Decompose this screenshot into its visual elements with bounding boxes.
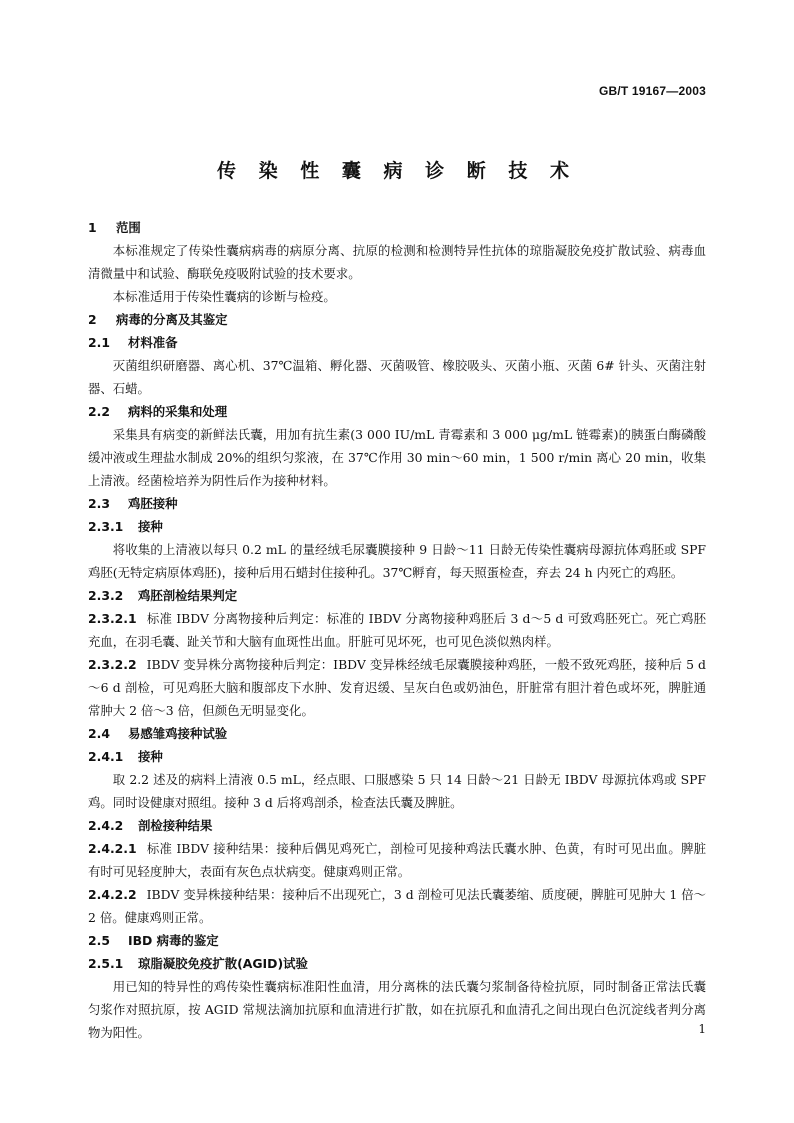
subsection-heading bbox=[88, 331, 706, 354]
numbered-paragraph bbox=[88, 883, 706, 929]
section-title: 病毒的分离及其鉴定 bbox=[116, 312, 228, 327]
subsection-title: 病料的采集和处理 bbox=[128, 404, 228, 419]
clause-number: 2.3.2.2 bbox=[88, 657, 137, 672]
subsection-number: 2.3.1 bbox=[88, 519, 124, 534]
subsection-heading bbox=[88, 952, 706, 975]
document-title: 传 染 性 囊 病 诊 断 技 术 bbox=[217, 160, 577, 182]
subsection-heading bbox=[88, 814, 706, 837]
subsection-number: 2.5.1 bbox=[88, 956, 124, 971]
subsection-heading bbox=[88, 929, 706, 952]
subsection-heading bbox=[88, 722, 706, 745]
subsection-number: 2.4.1 bbox=[88, 749, 124, 764]
paragraph: 本标准适用于传染性囊病的诊断与检疫。 bbox=[112, 289, 336, 304]
subsection-title: 接种 bbox=[138, 749, 163, 764]
page-number: 1 bbox=[698, 1022, 706, 1036]
section-number: 1 bbox=[88, 220, 97, 235]
numbered-paragraph bbox=[88, 837, 706, 883]
subsection-heading bbox=[88, 492, 706, 515]
section-heading bbox=[88, 308, 706, 331]
paragraph: 灭菌组织研磨器、离心机、37℃温箱、孵化器、灭菌吸管、橡胶吸头、灭菌小瓶、灭菌 6# 针头、灭菌注射器、石蜡。 bbox=[88, 358, 706, 396]
document-body bbox=[88, 216, 706, 1044]
subsection-number: 2.4 bbox=[88, 726, 110, 741]
standard-code: GB/T 19167—2003 bbox=[598, 84, 706, 98]
paragraph: 用已知的特异性的鸡传染性囊病标准阳性血清，用分离株的法氏囊匀浆制备待检抗原，同时制备正常法氏囊匀浆作对照抗原，按 AGID 常规法滴加抗原和血清进行扩散，如在抗原孔和血清孔之间出现白色沉淀线者判分离物为阳性。 bbox=[88, 979, 706, 1040]
subsection-title: 鸡胚接种 bbox=[128, 496, 178, 511]
section-number: 2 bbox=[88, 312, 97, 327]
clause-text: IBDV 变异株分离物接种后判定：IBDV 变异株经绒毛尿囊膜接种鸡胚，一般不致死鸡胚，接种后 5 d～6 d 剖检，可见鸡胚大脑和腹部皮下水肿、发育迟缓、呈灰白色或奶油色，肝脏常有胆汁着色或坏死，脾脏通常肿大 2 倍～3 倍，但颜色无明显变化。 bbox=[88, 657, 706, 718]
subsection-number: 2.3.2 bbox=[88, 588, 124, 603]
paragraph: 本标准规定了传染性囊病病毒的病原分离、抗原的检测和检测特异性抗体的琼脂凝胶免疫扩散试验、病毒血清微量中和试验、酶联免疫吸附试验的技术要求。 bbox=[88, 243, 706, 281]
subsection-title: 易感雏鸡接种试验 bbox=[128, 726, 228, 741]
clause-text: IBDV 变异株接种结果：接种后不出现死亡，3 d 剖检可见法氏囊萎缩、质度硬，脾脏可见肿大 1 倍～2 倍。健康鸡则正常。 bbox=[88, 887, 706, 925]
subsection-heading bbox=[88, 515, 706, 538]
subsection-heading bbox=[88, 745, 706, 768]
clause-number: 2.4.2.2 bbox=[88, 887, 137, 902]
section-heading bbox=[88, 216, 706, 239]
subsection-title: 剖检接种结果 bbox=[138, 818, 213, 833]
subsection-title: 接种 bbox=[138, 519, 163, 534]
clause-number: 2.3.2.1 bbox=[88, 611, 137, 626]
numbered-paragraph bbox=[88, 607, 706, 653]
subsection-title: 鸡胚剖检结果判定 bbox=[138, 588, 238, 603]
subsection-number: 2.2 bbox=[88, 404, 110, 419]
subsection-number: 2.5 bbox=[88, 933, 110, 948]
clause-text: 标准 IBDV 接种结果：接种后偶见鸡死亡，剖检可见接种鸡法氏囊水肿、色黄，有时可见出血。脾脏有时可见轻度肿大，表面有灰色点状病变。健康鸡则正常。 bbox=[88, 841, 706, 879]
clause-number: 2.4.2.1 bbox=[88, 841, 137, 856]
subsection-title: IBD 病毒的鉴定 bbox=[128, 933, 219, 948]
subsection-title: 琼脂凝胶免疫扩散(AGID)试验 bbox=[138, 956, 308, 971]
numbered-paragraph bbox=[88, 653, 706, 722]
subsection-number: 2.1 bbox=[88, 335, 110, 350]
subsection-number: 2.4.2 bbox=[88, 818, 124, 833]
subsection-title: 材料准备 bbox=[128, 335, 178, 350]
section-title: 范围 bbox=[116, 220, 141, 235]
paragraph: 取 2.2 述及的病料上清液 0.5 mL，经点眼、口服感染 5 只 14 日龄～21 日龄无 IBDV 母源抗体鸡或 SPF 鸡。同时设健康对照组。接种 3 d 后将鸡剖杀，检查法氏囊及脾脏。 bbox=[88, 772, 706, 810]
subsection-heading bbox=[88, 400, 706, 423]
paragraph: 采集具有病变的新鲜法氏囊，用加有抗生素(3 000 IU/mL 青霉素和 3 000 μg/mL 链霉素)的胰蛋白酶磷酸缓冲液或生理盐水制成 20%的组织匀浆液，在 37℃作用 30 min～60 min，1 500 r/min 离心 20 min，收集上清液。经菌检培养为阴性后作为接种材料。 bbox=[88, 427, 706, 488]
subsection-number: 2.3 bbox=[88, 496, 110, 511]
subsection-heading bbox=[88, 584, 706, 607]
paragraph: 将收集的上清液以每只 0.2 mL 的量经绒毛尿囊膜接种 9 日龄～11 日龄无传染性囊病母源抗体鸡胚或 SPF 鸡胚(无特定病原体鸡胚)，接种后用石蜡封住接种孔。37℃孵育，每天照蛋检查，弃去 24 h 内死亡的鸡胚。 bbox=[88, 542, 706, 580]
clause-text: 标准 IBDV 分离物接种后判定：标准的 IBDV 分离物接种鸡胚后 3 d～5 d 可致鸡胚死亡。死亡鸡胚充血，在羽毛囊、趾关节和大脑有血斑性出血。肝脏可见坏死，也可见色淡似熟肉样。 bbox=[88, 611, 706, 649]
